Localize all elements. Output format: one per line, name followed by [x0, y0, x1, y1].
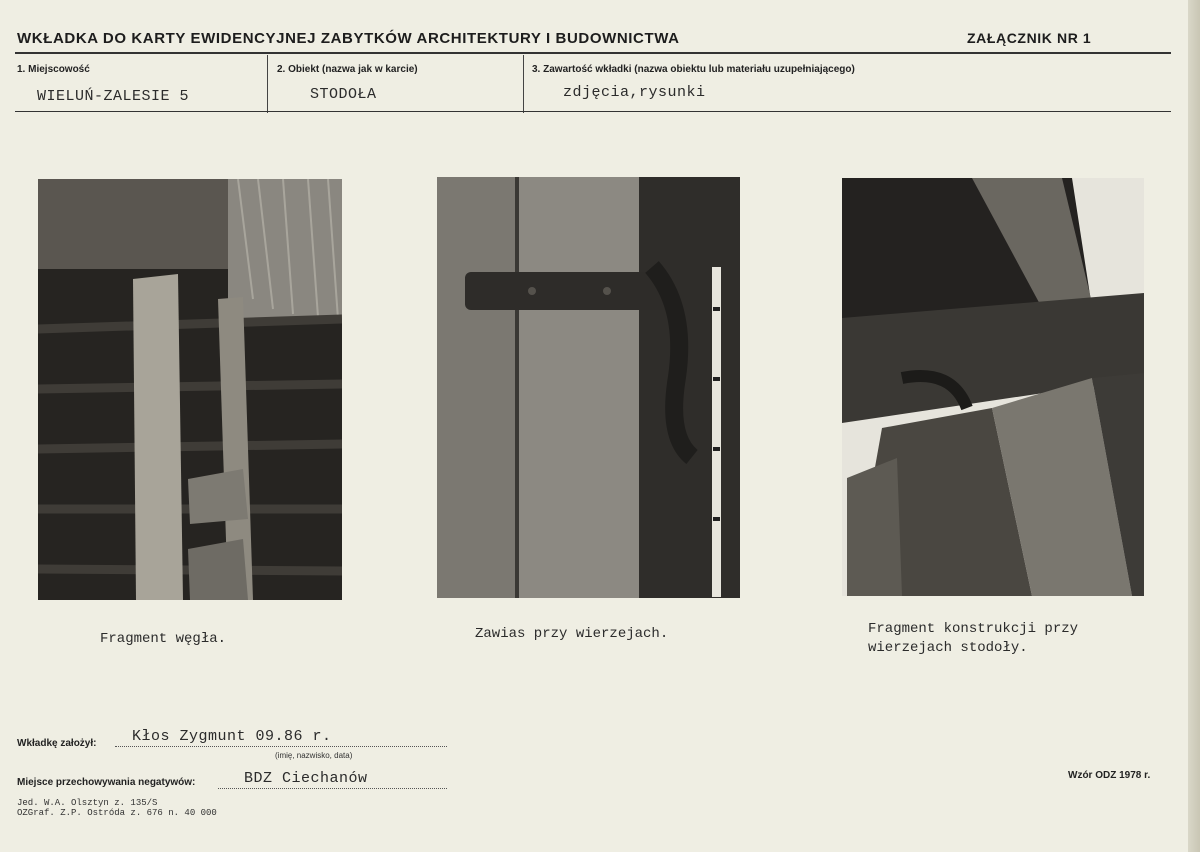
print-info-line1: Jed. W.A. Olsztyn z. 135/S	[17, 798, 158, 808]
print-info-line2: OZGraf. Z.P. Ostróda z. 676 n. 40 000	[17, 808, 217, 818]
caption-corner-fragment: Fragment węgła.	[100, 631, 227, 647]
header-rule	[15, 52, 1171, 54]
caption-gate-line1: Fragment konstrukcji przy	[868, 621, 1079, 637]
caption-hinge: Zawias przy wierzejach.	[475, 626, 669, 642]
caption-gate-line2: wierzejach stodoły.	[868, 640, 1028, 656]
author-value: Kłos Zygmunt 09.86 r.	[132, 728, 332, 745]
field-label-contents: 3. Zawartość wkładki (nazwa obiektu lub materiału uzupełniającego)	[532, 64, 855, 75]
photo-hinge	[437, 177, 740, 598]
photo-gate-construction	[842, 178, 1144, 596]
template-mark: Wzór ODZ 1978 r.	[1068, 770, 1151, 781]
storage-dotline	[218, 788, 447, 789]
author-hint: (imię, nazwisko, data)	[275, 751, 353, 760]
field-label-location: 1. Miejscowość	[17, 64, 90, 75]
storage-value: BDZ Ciechanów	[244, 770, 368, 787]
document-title: WKŁADKA DO KARTY EWIDENCYJNEJ ZABYTKÓW ARCHITEKTURY I BUDOWNICTWA	[17, 30, 680, 47]
author-label: Wkładkę założył:	[17, 738, 97, 749]
field-value-contents: zdjęcia,rysunki	[563, 84, 706, 101]
field-value-location: WIELUŃ-ZALESIE 5	[37, 88, 190, 105]
field-value-object: STODOŁA	[310, 86, 377, 103]
annex-number: ZAŁĄCZNIK NR 1	[967, 30, 1092, 46]
sheet-edge	[1188, 0, 1200, 852]
fields-bottom-rule	[15, 111, 1171, 112]
field-label-object: 2. Obiekt (nazwa jak w karcie)	[277, 64, 418, 75]
photo-corner-fragment	[38, 179, 342, 600]
field-divider	[267, 55, 268, 113]
author-dotline	[115, 746, 447, 747]
storage-label: Miejsce przechowywania negatywów:	[17, 777, 196, 788]
field-divider	[523, 55, 524, 113]
